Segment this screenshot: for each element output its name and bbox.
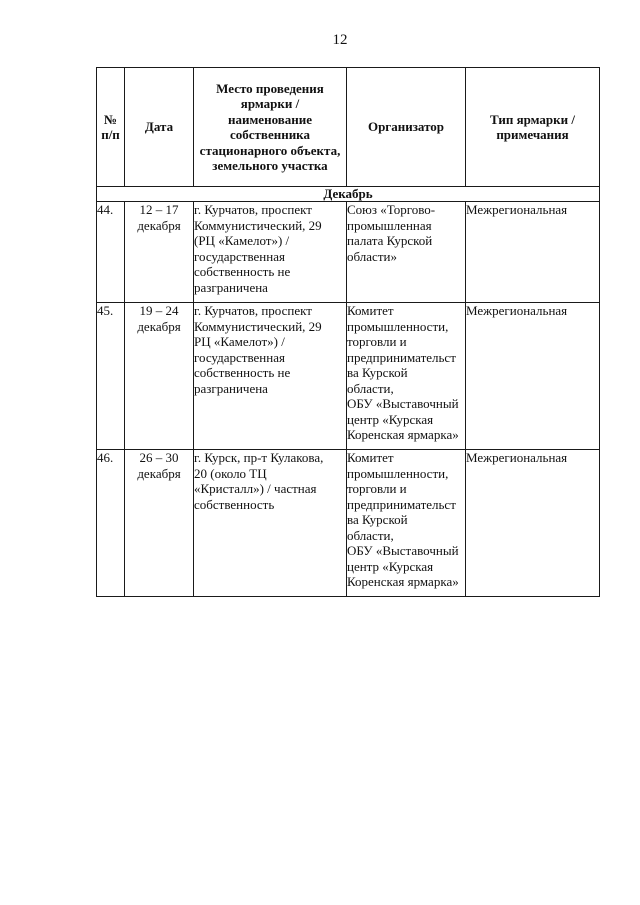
header-date [125, 68, 194, 187]
cell-line: области, [347, 380, 394, 396]
cell-line: ОБУ «Выставочный [347, 543, 459, 558]
header-organizer [347, 68, 466, 187]
cell-line: области» [347, 248, 397, 264]
row-date [125, 303, 194, 450]
cell-line: промышленности, [347, 318, 449, 334]
header-place [194, 68, 347, 187]
cell-line: примечания [496, 127, 569, 142]
row-number: 44. [97, 202, 125, 303]
cell-line: центр «Курская [347, 411, 434, 427]
cell-line: разграничена [194, 279, 268, 295]
cell-line: собственность [194, 496, 275, 512]
cell-line: Коммунистический, 29 [194, 318, 322, 334]
page-number: 12 [332, 32, 348, 48]
cell-line: ва Курской [347, 365, 408, 380]
cell-line: области, [347, 527, 394, 543]
cell-line: Союз «Торгово- [347, 202, 436, 217]
cell-line: Межрегиональная [466, 202, 568, 217]
cell-line: (РЦ «Камелот») / [194, 233, 290, 248]
cell-line: промышленная [347, 217, 432, 233]
cell-line: собственника [230, 127, 310, 142]
cell-line: 20 (около ТЦ [194, 465, 267, 481]
row-date [125, 202, 194, 303]
fairs-table [96, 67, 600, 597]
row-place [194, 303, 347, 450]
cell-line: собственность не [194, 264, 291, 279]
row-type [466, 450, 600, 597]
cell-line: стационарного объекта, [199, 142, 341, 158]
cell-line: декабря [137, 465, 181, 481]
cell-line: Коммунистический, 29 [194, 217, 322, 233]
row-type [466, 303, 600, 450]
cell-line: 12 – 17 [139, 202, 179, 217]
cell-line: Тип ярмарки / [490, 111, 575, 127]
cell-line: предпринимательст [347, 349, 456, 365]
cell-line: собственность не [194, 365, 291, 380]
row-type [466, 202, 600, 303]
cell-line: ОБУ «Выставочный [347, 396, 459, 411]
header-num [97, 68, 125, 187]
row-date [125, 450, 194, 597]
month-row [97, 187, 600, 202]
cell-line: предпринимательст [347, 496, 456, 512]
row-place [194, 202, 347, 303]
cell-line: Комитет [347, 450, 394, 465]
cell-line: г. Курчатов, проспект [194, 202, 312, 217]
row-organizer [347, 303, 466, 450]
cell-line: декабря [137, 217, 181, 233]
cell-line: 26 – 30 [139, 450, 179, 465]
cell-line: палата Курской [347, 233, 433, 248]
row-number: 45. [97, 303, 125, 450]
table-row [97, 202, 600, 303]
row-place [194, 450, 347, 597]
cell-line: ярмарки / [240, 96, 300, 111]
cell-line: наименование [227, 111, 313, 127]
cell-line: торговли и [347, 334, 407, 349]
cell-line: Комитет [347, 303, 394, 318]
month-label: Декабрь [97, 187, 600, 202]
cell-line: 19 – 24 [139, 303, 179, 318]
cell-line: разграничена [194, 380, 268, 396]
cell-line: № [103, 111, 118, 127]
row-number: 46. [97, 450, 125, 597]
cell-line: г. Курск, пр-т Кулакова, [194, 450, 324, 465]
cell-line: декабря [137, 318, 181, 334]
cell-line: Дата [144, 119, 174, 135]
cell-line: Место проведения [216, 80, 324, 96]
cell-line: государственная [194, 349, 285, 365]
cell-line: Коренская ярмарка» [347, 574, 459, 589]
cell-line: земельного участка [212, 158, 328, 173]
cell-line: п/п [101, 127, 120, 142]
cell-line: Межрегиональная [466, 450, 568, 465]
cell-line: Коренская ярмарка» [347, 427, 459, 442]
table-header-row [97, 68, 600, 187]
row-organizer [347, 450, 466, 597]
header-type [466, 68, 600, 187]
table-row [97, 303, 600, 450]
cell-line: центр «Курская [347, 558, 434, 574]
table-row [97, 450, 600, 597]
cell-line: Организатор [367, 119, 445, 135]
row-organizer [347, 202, 466, 303]
cell-line: промышленности, [347, 465, 449, 481]
cell-line: Межрегиональная [466, 303, 568, 318]
cell-line: ва Курской [347, 512, 408, 527]
cell-line: «Кристалл») / частная [194, 481, 317, 496]
cell-line: РЦ «Камелот») / [194, 334, 285, 349]
cell-line: г. Курчатов, проспект [194, 303, 312, 318]
cell-line: торговли и [347, 481, 407, 496]
cell-line: государственная [194, 248, 285, 264]
